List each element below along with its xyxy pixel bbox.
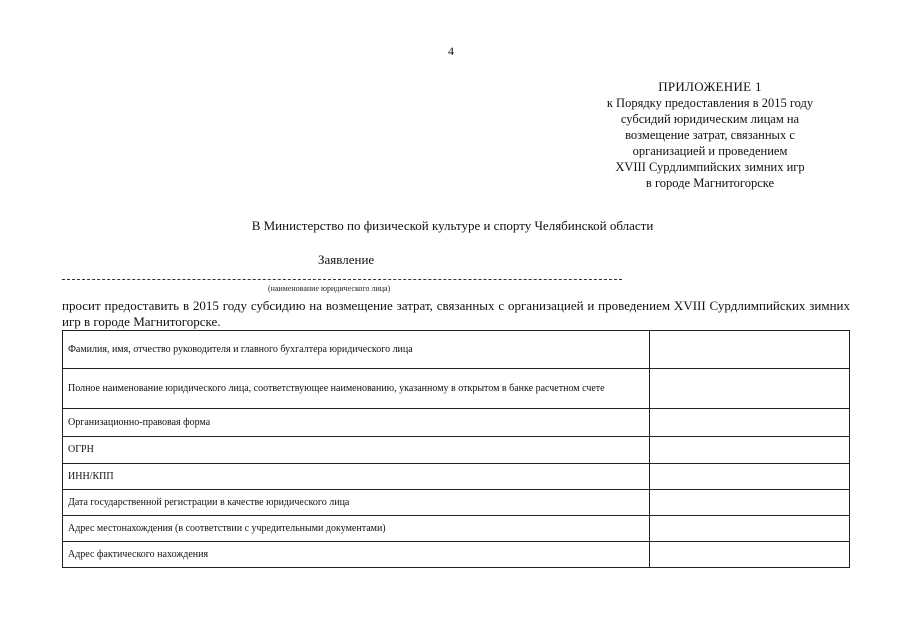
page-number: 4 [448,44,454,58]
appendix-title: ПРИЛОЖЕНИЕ 1 [658,79,762,94]
addressee: В Министерство по физической культуре и спорту Челябинской области [251,218,654,233]
row-label: ОГРН [63,437,650,464]
row-label: Адрес местонахождения (в соответствии с учредительными документами) [63,516,650,542]
row-label: Полное наименование юридического лица, соответствующее наименованию, указанному в открытом в банке расчетном счете [63,369,650,409]
table-row [63,516,850,542]
row-value [649,437,849,464]
appendix-line: организацией и проведением [632,144,788,158]
row-value [649,516,849,542]
legal-entity-name-line [62,279,622,280]
request-text: просит предоставить в 2015 году субсидию на возмещение затрат, связанных с организацией и проведением XVIII Сурдлимпийских зимних игр в городе Магнитогорске. [62,298,850,329]
row-value [649,409,849,437]
row-label: Организационно-правовая форма [63,409,650,437]
appendix-header [560,79,860,191]
table-row [63,542,850,568]
row-value [649,464,849,490]
appendix-line: субсидий юридическим лицам на [620,112,800,126]
table-row [63,464,850,490]
appendix-line: к Порядку предоставления в 2015 году [606,96,814,110]
legal-entity-name-caption: (наименование юридического лица) [268,284,391,293]
appendix-line: возмещение затрат, связанных с [625,128,795,142]
appendix-line: в городе Магнитогорске [645,176,775,190]
table-row [63,437,850,464]
table-row [63,331,850,369]
table-row [63,409,850,437]
applicant-details-table [62,330,850,568]
row-label: Фамилия, имя, отчество руководителя и главного бухгалтера юридического лица [63,331,650,369]
row-label: Дата государственной регистрации в качестве юридического лица [63,490,650,516]
table-row [63,369,850,409]
row-value [649,490,849,516]
statement-title: Заявление [318,252,375,267]
row-value [649,369,849,409]
appendix-line: XVIII Сурдлимпийских зимних игр [615,160,805,174]
table-row [63,490,850,516]
row-value [649,542,849,568]
row-value [649,331,849,369]
row-label: ИНН/КПП [63,464,650,490]
row-label: Адрес фактического нахождения [63,542,650,568]
